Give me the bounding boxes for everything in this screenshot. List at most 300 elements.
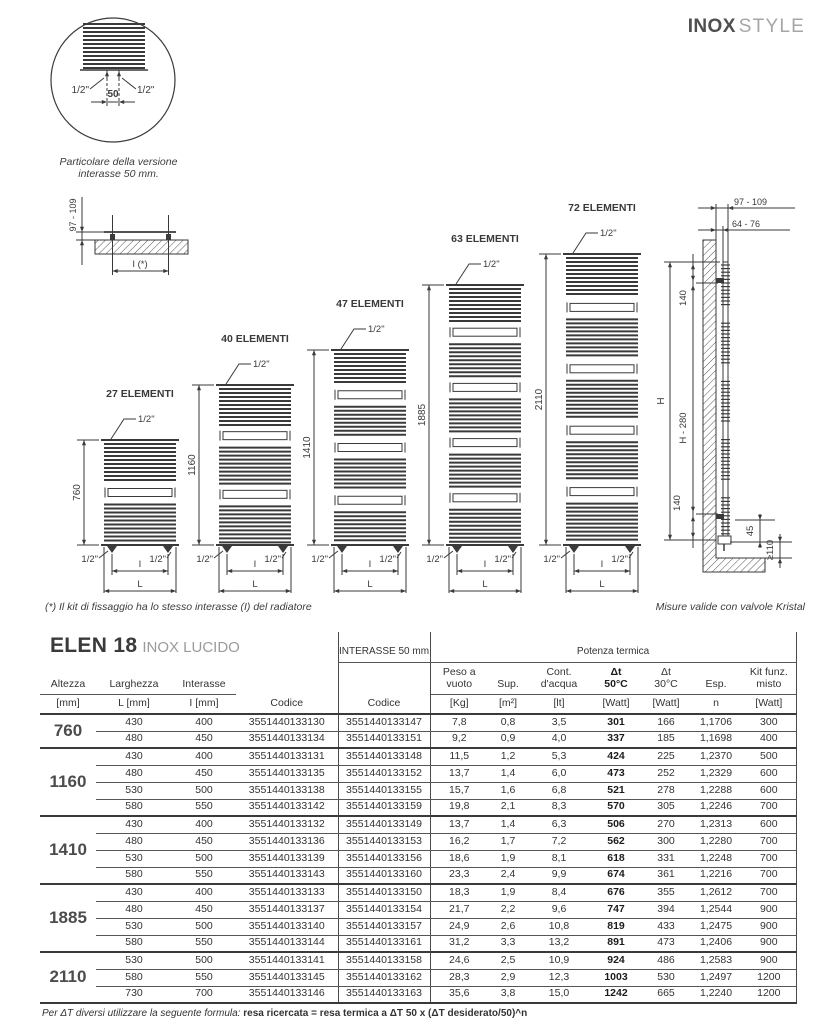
radiator-elements-label: 40 ELEMENTI [221,333,289,345]
table-cell: 3551440133150 [338,884,430,901]
table-cell: 3551440133135 [236,765,338,782]
table-cell: 3551440133145 [236,969,338,986]
table-cell: 500 [172,952,236,969]
table-cell: 3,8 [488,986,528,1003]
unit-cont: [lt] [528,694,590,714]
table-cell: 700 [742,850,796,867]
table-cell: 1,2544 [690,901,742,918]
unit-dt50: [Watt] [590,694,642,714]
table-title: ELEN 18 [50,633,138,657]
footnote-italic-part: Per ΔT diversi utilizzare la seguente formula: [42,1008,241,1019]
table-cell: 15,7 [430,782,488,799]
table-cell: 28,3 [430,969,488,986]
table-row [40,765,796,782]
table-footnote [40,1008,806,1019]
table-cell: 1,2240 [690,986,742,1003]
table-cell: 1,2248 [690,850,742,867]
conn-half-inch-right-label: 1/2" [137,85,155,96]
note-valves: Misure valide con valvole Kristal [655,601,805,613]
table-cell: 361 [642,867,690,884]
table-cell: 450 [172,731,236,748]
table-cell: 3551440133130 [236,714,338,731]
table-row [40,867,796,884]
table-cell: 900 [742,935,796,952]
table-cell: 2,4 [488,867,528,884]
bottom-connection-left-label: 1/2" [543,554,560,565]
table-row [40,986,796,1003]
table-cell: 1,2583 [690,952,742,969]
table-header-row-top [40,632,796,662]
table-cell: 550 [172,799,236,816]
table-cell: 400 [172,816,236,833]
dim-interasse-label: I [253,559,257,570]
table-cell: 676 [590,884,642,901]
table-cell: 1,1698 [690,731,742,748]
table-cell: 166 [642,714,690,731]
table-cell: 0,8 [488,714,528,731]
table-cell: 3,5 [528,714,590,731]
brand-logo-light: STYLE [738,16,805,37]
table-cell: 3,3 [488,935,528,952]
table-cell: 891 [590,935,642,952]
table-subtitle: INOX LUCIDO [142,638,240,656]
table-row [40,935,796,952]
table-cell: 433 [642,918,690,935]
table-cell: 530 [642,969,690,986]
table-cell: 331 [642,850,690,867]
table-cell: 4,0 [528,731,590,748]
col-header-larghezza: Larghezza [96,662,172,694]
table-cell: 1,2406 [690,935,742,952]
radiator-elements-label: 27 ELEMENTI [106,388,174,400]
table-cell: 23,3 [430,867,488,884]
table-cell: 9,9 [528,867,590,884]
table-cell: 24,6 [430,952,488,969]
unit-larghezza: L [mm] [96,694,172,714]
footnote-formula-part: resa ricercata = resa termica a ΔT 50 x (ΔT desiderato/50)^n [240,1008,528,1019]
table-cell: 580 [96,935,172,952]
table-cell: 1,2475 [690,918,742,935]
table-cell: 18,3 [430,884,488,901]
table-title-cell [40,632,338,662]
col-header-esp: Esp. [690,662,742,694]
col-header-kit: Kit funz. misto [742,662,796,694]
table-cell: 486 [642,952,690,969]
table-row [40,731,796,748]
table-cell: 473 [590,765,642,782]
unit-kit: [Watt] [742,694,796,714]
radiator-elements-label: 72 ELEMENTI [568,202,636,214]
table-cell: 400 [172,714,236,731]
table-cell: 1,9 [488,850,528,867]
table-cell: 3551440133147 [338,714,430,731]
table-cell: 500 [172,918,236,935]
table-cell: 7,8 [430,714,488,731]
table-cell: 13,7 [430,765,488,782]
table-cell: 355 [642,884,690,901]
table-cell: 3551440133158 [338,952,430,969]
dim-64-76-label: 64 - 76 [732,219,761,229]
col-header-altezza: Altezza [40,662,96,694]
table-cell: 1,2 [488,748,528,765]
unit-esp: n [690,694,742,714]
table-cell: 550 [172,935,236,952]
table-cell: 480 [96,731,172,748]
table-cell: 3551440133162 [338,969,430,986]
bottom-connection-left-label: 1/2" [311,554,328,565]
potenza-termica-header: Potenza termica [430,632,796,662]
table-cell: 1,6 [488,782,528,799]
table-cell: 3551440133148 [338,748,430,765]
product-table-section [40,632,806,1019]
radiator-height-dim: 1410 [302,436,313,459]
table-cell: 6,0 [528,765,590,782]
table-cell: 530 [96,782,172,799]
table-cell: 1,2370 [690,748,742,765]
table-cell: 2,5 [488,952,528,969]
table-row [40,714,796,731]
table-cell: 3551440133153 [338,833,430,850]
table-cell: 3551440133142 [236,799,338,816]
table-cell: 450 [172,765,236,782]
table-cell: 450 [172,833,236,850]
table-cell: 819 [590,918,642,935]
dim-larghezza-label: L [367,579,373,590]
dim-larghezza-label: L [482,579,488,590]
table-cell: 1200 [742,969,796,986]
table-cell: 580 [96,969,172,986]
table-cell: 13,2 [528,935,590,952]
table-cell: 700 [172,986,236,1003]
table-cell: 3551440133136 [236,833,338,850]
table-cell: 3551440133141 [236,952,338,969]
table-cell: 674 [590,867,642,884]
table-cell: 8,1 [528,850,590,867]
table-cell: 400 [172,884,236,901]
table-cell: 665 [642,986,690,1003]
table-cell: 1242 [590,986,642,1003]
interasse-50-header: INTERASSE 50 mm [338,632,430,662]
table-row [40,748,796,765]
bottom-connection-right-label: 1/2" [379,554,396,565]
table-cell: 450 [172,901,236,918]
table-cell: 1,2216 [690,867,742,884]
table-cell: 1,2497 [690,969,742,986]
table-cell: 2,2 [488,901,528,918]
col-header-sup: Sup. [488,662,528,694]
table-cell: 430 [96,816,172,833]
table-cell: 3551440133132 [236,816,338,833]
table-cell: 3551440133143 [236,867,338,884]
table-cell: 700 [742,867,796,884]
table-cell: 618 [590,850,642,867]
table-cell: 2,9 [488,969,528,986]
table-cell: 8,4 [528,884,590,901]
table-cell: 900 [742,918,796,935]
col-header-spacer [236,662,338,694]
dim-140-top-label: 140 [678,290,689,306]
table-cell: 3551440133152 [338,765,430,782]
radiator-height-dim: 1885 [417,403,428,427]
dim-110-label: ≥110 [765,539,776,561]
table-cell: 3551440133149 [338,816,430,833]
bottom-connection-left-label: 1/2" [426,554,443,565]
table-cell: 570 [590,799,642,816]
table-cell: 530 [96,918,172,935]
table-cell: 2,1 [488,799,528,816]
table-cell: 394 [642,901,690,918]
table-cell: 1,2288 [690,782,742,799]
table-cell: 730 [96,986,172,1003]
table-cell: 550 [172,969,236,986]
table-cell: 10,8 [528,918,590,935]
table-cell: 19,8 [430,799,488,816]
table-cell: 700 [742,799,796,816]
table-cell: 430 [96,748,172,765]
detail-caption-line1: Particolare della versione [59,156,178,168]
table-cell: 500 [172,782,236,799]
table-cell: 1,4 [488,816,528,833]
table-cell: 1,4 [488,765,528,782]
table-cell: 400 [172,748,236,765]
table-cell: 3551440133151 [338,731,430,748]
table-cell: 18,6 [430,850,488,867]
table-row [40,799,796,816]
table-cell: 3551440133146 [236,986,338,1003]
side-view-diagram [640,170,818,618]
table-cell: 3551440133131 [236,748,338,765]
table-cell: 480 [96,901,172,918]
dim-larghezza-label: L [137,579,143,590]
table-cell: 400 [742,731,796,748]
table-cell: 600 [742,816,796,833]
table-cell: 185 [642,731,690,748]
table-cell: 3551440133144 [236,935,338,952]
dim-140-bottom-label: 140 [672,495,683,511]
bottom-connection-right-label: 1/2" [494,554,511,565]
dim-larghezza-label: L [252,579,258,590]
table-cell: 3551440133156 [338,850,430,867]
note-fixing-kit: (*) Il kit di fissaggio ha lo stesso interasse (I) del radiatore [45,601,312,613]
detail-caption [36,156,201,181]
table-cell: 252 [642,765,690,782]
table-cell: 430 [96,884,172,901]
table-cell: 9,2 [430,731,488,748]
dim-H-label: H [656,397,667,405]
height-cell: 1410 [40,816,96,884]
table-cell: 530 [96,850,172,867]
height-cell: 760 [40,714,96,748]
table-cell: 1,1706 [690,714,742,731]
dim-larghezza-label: L [599,579,605,590]
unit-sup: [m²] [488,694,528,714]
table-cell: 24,9 [430,918,488,935]
table-cell: 301 [590,714,642,731]
table-cell: 300 [642,833,690,850]
table-cell: 430 [96,714,172,731]
product-table [40,632,797,1004]
dim-interasse-label: I [138,559,142,570]
table-cell: 8,3 [528,799,590,816]
table-cell: 562 [590,833,642,850]
table-cell: 580 [96,799,172,816]
table-cell: 3551440133137 [236,901,338,918]
top-connection-label: 1/2" [600,228,617,239]
table-row [40,918,796,935]
table-cell: 9,6 [528,901,590,918]
detail-circle-diagram [41,12,191,160]
table-cell: 13,7 [430,816,488,833]
dim-interasse-label: I [368,559,372,570]
table-cell: 600 [742,782,796,799]
table-row [40,833,796,850]
table-cell: 270 [642,816,690,833]
table-cell: 1,2246 [690,799,742,816]
table-cell: 3551440133154 [338,901,430,918]
dim-interasse-label: I [600,559,604,570]
table-cell: 0,9 [488,731,528,748]
table-header-row-units [40,694,796,714]
unit-altezza: [mm] [40,694,96,714]
table-cell: 3551440133139 [236,850,338,867]
radiator-height-dim: 760 [72,484,83,501]
top-connection-label: 1/2" [483,259,500,270]
table-row [40,782,796,799]
table-cell: 31,2 [430,935,488,952]
top-connection-label: 1/2" [253,359,270,370]
bottom-connection-right-label: 1/2" [264,554,281,565]
table-cell: 480 [96,765,172,782]
dim-I-kit-label: I (*) [132,259,148,270]
table-cell: 225 [642,748,690,765]
brand-logo [688,16,805,38]
table-cell: 3551440133134 [236,731,338,748]
table-cell: 521 [590,782,642,799]
table-cell: 1,7 [488,833,528,850]
table-row [40,901,796,918]
bottom-connection-right-label: 1/2" [149,554,166,565]
table-cell: 5,3 [528,748,590,765]
table-cell: 700 [742,884,796,901]
table-cell: 600 [742,765,796,782]
table-row [40,816,796,833]
bottom-connection-right-label: 1/2" [611,554,628,565]
top-connection-label: 1/2" [138,414,155,425]
table-row [40,884,796,901]
table-cell: 300 [742,714,796,731]
unit-dt30: [Watt] [642,694,690,714]
height-cell: 1885 [40,884,96,952]
table-cell: 6,8 [528,782,590,799]
table-cell: 3551440133160 [338,867,430,884]
table-cell: 3551440133133 [236,884,338,901]
table-cell: 3551440133161 [338,935,430,952]
table-row [40,952,796,969]
table-cell: 2,6 [488,918,528,935]
table-cell: 10,9 [528,952,590,969]
col-header-codice-interasse50: Codice [338,694,430,714]
table-cell: 3551440133159 [338,799,430,816]
table-cell: 1,2280 [690,833,742,850]
table-cell: 21,7 [430,901,488,918]
table-cell: 1,2329 [690,765,742,782]
dim-interasse-label: I [483,559,487,570]
table-row [40,850,796,867]
brand-logo-bold: INOX [687,16,736,37]
height-cell: 2110 [40,952,96,1003]
table-cell: 15,0 [528,986,590,1003]
table-cell: 3551440133138 [236,782,338,799]
col-header-spacer-mid [338,662,430,694]
table-cell: 278 [642,782,690,799]
radiator-elements-label: 63 ELEMENTI [451,233,519,245]
table-cell: 747 [590,901,642,918]
table-cell: 6,3 [528,816,590,833]
table-cell: 3551440133140 [236,918,338,935]
table-cell: 1,2313 [690,816,742,833]
table-cell: 530 [96,952,172,969]
table-cell: 12,3 [528,969,590,986]
table-body [40,714,796,1003]
dim-45-label: 45 [745,525,756,537]
table-row [40,969,796,986]
table-cell: 3551440133157 [338,918,430,935]
col-header-dt30: Δt 30°C [642,662,690,694]
table-cell: 16,2 [430,833,488,850]
unit-peso: [Kg] [430,694,488,714]
radiator-height-dim: 1160 [187,454,198,476]
bottom-connection-left-label: 1/2" [196,554,213,565]
table-cell: 305 [642,799,690,816]
conn-half-inch-left-label: 1/2" [71,85,89,96]
table-cell: 480 [96,833,172,850]
table-cell: 580 [96,867,172,884]
table-cell: 1200 [742,986,796,1003]
detail-caption-line2: interasse 50 mm. [78,168,159,181]
table-cell: 35,6 [430,986,488,1003]
table-cell: 7,2 [528,833,590,850]
col-header-dt50: Δt 50°C [590,662,642,694]
table-cell: 500 [172,850,236,867]
dim-97-109-side-label: 97 - 109 [734,197,768,207]
table-cell: 550 [172,867,236,884]
table-cell: 700 [742,833,796,850]
table-cell: 3551440133163 [338,986,430,1003]
col-header-cont: Cont. d'acqua [528,662,590,694]
radiator-height-dim: 2110 [534,388,545,411]
table-cell: 1,2612 [690,884,742,901]
table-cell: 1003 [590,969,642,986]
table-cell: 900 [742,901,796,918]
dim-97-109-label: 97 - 109 [68,198,78,232]
table-cell: 473 [642,935,690,952]
height-cell: 1160 [40,748,96,816]
table-cell: 11,5 [430,748,488,765]
table-cell: 506 [590,816,642,833]
table-cell: 500 [742,748,796,765]
table-header-row-names [40,662,796,694]
table-cell: 924 [590,952,642,969]
table-cell: 337 [590,731,642,748]
radiator-elements-label: 47 ELEMENTI [336,298,404,310]
unit-interasse: I [mm] [172,694,236,714]
col-header-peso: Peso a vuoto [430,662,488,694]
table-cell: 424 [590,748,642,765]
col-header-codice: Codice [236,694,338,714]
top-connection-label: 1/2" [368,324,385,335]
col-header-interasse: Interasse [172,662,236,694]
table-cell: 900 [742,952,796,969]
